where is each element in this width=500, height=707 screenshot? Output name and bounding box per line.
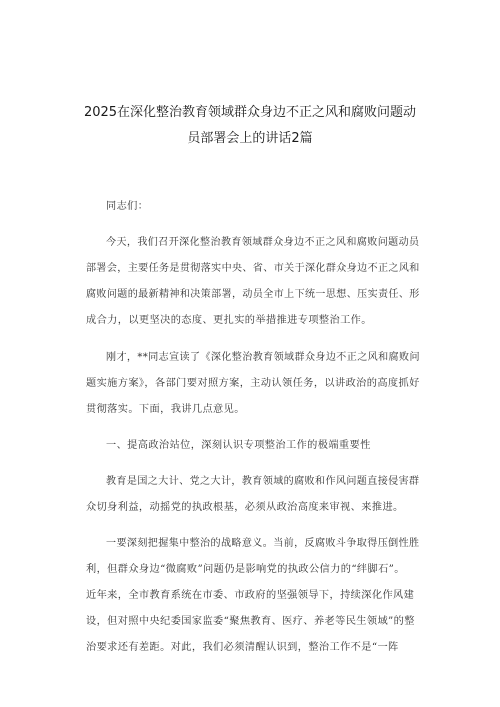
body-line: 部署会，主要任务是贯彻落实中央、省、市关于深化群众身边不正之风和 <box>86 263 420 274</box>
body-line: 今天，我们召开深化整治教育领域群众身边不正之风和腐败问题动员 <box>106 237 420 248</box>
body-line: 众切身利益，动摇党的执政根基，必须从政治高度来审视、来推进。 <box>86 502 404 513</box>
body-line: 设，但对照中央纪委国家监委“聚焦教育、医疗、养老等民生领域”的整 <box>86 616 415 627</box>
document-title-line-1: 2025在深化整治教育领域群众身边不正之风和腐败问题动 <box>83 105 417 120</box>
body-line: 贯彻落实。下面，我讲几点意见。 <box>86 404 245 415</box>
body-line: 成合力，以更坚决的态度、更扎实的举措推进专项整治工作。 <box>86 315 372 326</box>
body-line: 同志们： <box>106 201 149 212</box>
body-line: 治要求还有差距。对此，我们必须清醒认识到，整治工作不是“一阵 <box>86 642 399 653</box>
body-line: 教育是国之大计、党之大计，教育领域的腐败和作风问题直接侵害群 <box>106 476 420 487</box>
body-line: 近年来，全市教育系统在市委、市政府的坚强领导下，持续深化作风建 <box>86 590 415 601</box>
document-title-line-2: 员部署会上的讲话2篇 <box>187 131 313 146</box>
section-heading: 一、提高政治站位，深刻认识专项整治工作的极端重要性 <box>106 440 371 451</box>
body-line: 一要深刻把握集中整治的战略意义。当前，反腐败斗争取得压倒性胜 <box>106 538 420 549</box>
body-line: 利，但群众身边“微腐败”问题仍是影响党的执政公信力的“绊脚石”。 <box>86 564 405 575</box>
body-line: 题实施方案》，各部门要对照方案，主动认领任务，以讲政治的高度抓好 <box>86 378 420 389</box>
body-line: 腐败问题的最新精神和决策部署，动员全市上下统一思想、压实责任、形 <box>86 289 420 300</box>
body-line: 刚才，**同志宣读了《深化整治教育领域群众身边不正之风和腐败问 <box>106 352 420 363</box>
